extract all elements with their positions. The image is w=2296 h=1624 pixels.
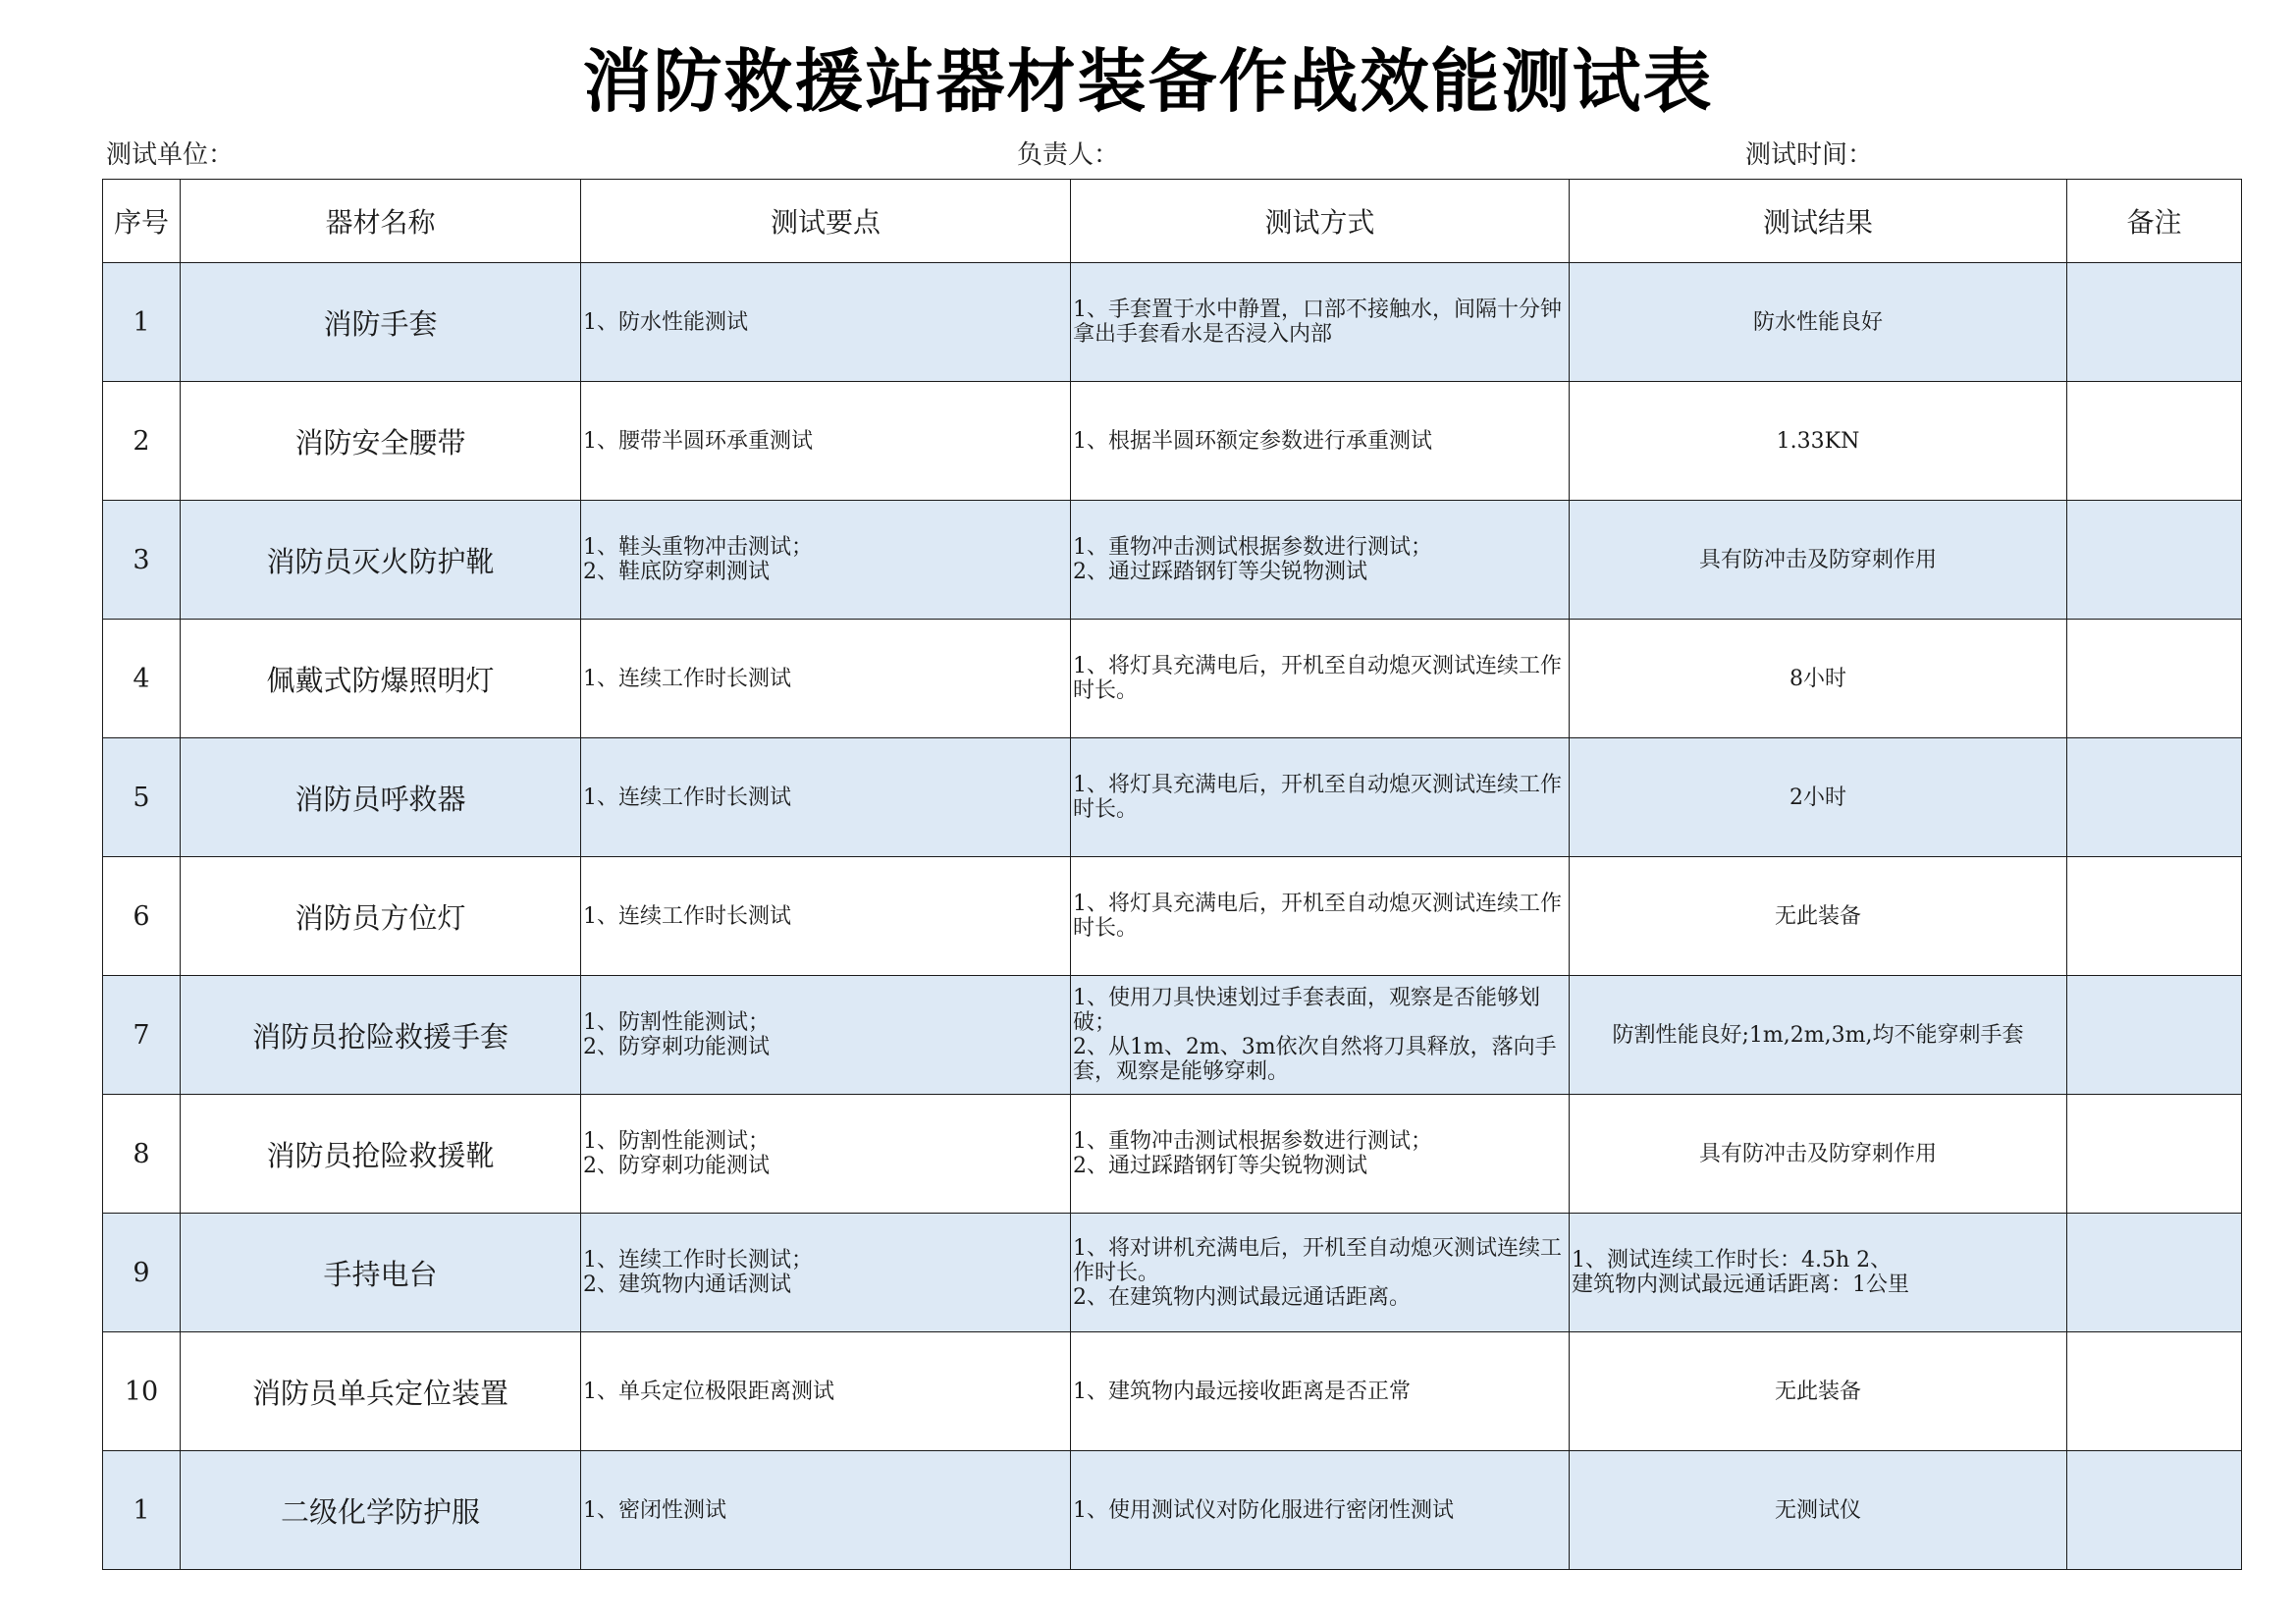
test-method-cell: 1、使用测试仪对防化服进行密闭性测试	[1071, 1451, 1570, 1570]
table-row	[103, 1451, 2242, 1570]
note-cell	[2067, 1214, 2242, 1332]
test-result-cell: 1.33KN	[1570, 382, 2067, 501]
test-points-cell: 1、腰带半圆环承重测试	[581, 382, 1071, 501]
test-method-cell: 1、重物冲击测试根据参数进行测试； 2、通过踩踏钢钉等尖锐物测试	[1071, 501, 1570, 620]
test-method-cell: 1、将灯具充满电后，开机至自动熄灭测试连续工作时长。	[1071, 738, 1570, 857]
equipment-name-cell: 二级化学防护服	[181, 1451, 581, 1570]
page-title: 消防救援站器材装备作战效能测试表	[582, 41, 1714, 122]
test-result-cell: 无测试仪	[1570, 1451, 2067, 1570]
equipment-name-cell: 消防员方位灯	[181, 857, 581, 976]
equipment-name-cell: 消防员抢险救援靴	[181, 1095, 581, 1214]
test-points-cell: 1、连续工作时长测试； 2、建筑物内通话测试	[581, 1214, 1071, 1332]
table-row	[103, 620, 2242, 738]
row-index-cell: 8	[103, 1095, 181, 1214]
test-points-cell: 1、防水性能测试	[581, 263, 1071, 382]
column-header-method: 测试方式	[1071, 180, 1570, 263]
test-points-cell: 1、连续工作时长测试	[581, 738, 1071, 857]
equipment-name-cell: 消防员抢险救援手套	[181, 976, 581, 1095]
note-cell	[2067, 1095, 2242, 1214]
equipment-name-cell: 手持电台	[181, 1214, 581, 1332]
test-points-cell: 1、单兵定位极限距离测试	[581, 1332, 1071, 1451]
note-cell	[2067, 263, 2242, 382]
row-index-cell: 7	[103, 976, 181, 1095]
equipment-name-cell: 消防员单兵定位装置	[181, 1332, 581, 1451]
equipment-name-cell: 消防员呼救器	[181, 738, 581, 857]
test-points-cell: 1、鞋头重物冲击测试； 2、鞋底防穿刺测试	[581, 501, 1071, 620]
test-result-cell: 8小时	[1570, 620, 2067, 738]
column-header-note: 备注	[2067, 180, 2242, 263]
table-row	[103, 1214, 2242, 1332]
row-index-cell: 4	[103, 620, 181, 738]
test-method-cell: 1、将灯具充满电后，开机至自动熄灭测试连续工作时长。	[1071, 620, 1570, 738]
row-index-cell: 2	[103, 382, 181, 501]
equipment-name-cell: 消防员灭火防护靴	[181, 501, 581, 620]
test-result-cell: 防水性能良好	[1570, 263, 2067, 382]
test-table	[102, 179, 2242, 1570]
column-header-name: 器材名称	[181, 180, 581, 263]
note-cell	[2067, 1332, 2242, 1451]
equipment-name-cell: 佩戴式防爆照明灯	[181, 620, 581, 738]
test-method-cell: 1、建筑物内最远接收距离是否正常	[1071, 1332, 1570, 1451]
test-method-cell: 1、重物冲击测试根据参数进行测试； 2、通过踩踏钢钉等尖锐物测试	[1071, 1095, 1570, 1214]
test-result-cell: 1、测试连续工作时长：4.5h 2、 建筑物内测试最远通话距离：1公里	[1570, 1214, 2067, 1332]
column-header-points: 测试要点	[581, 180, 1071, 263]
test-result-cell: 防割性能良好;1m,2m,3m,均不能穿刺手套	[1570, 976, 2067, 1095]
test-time-label: 测试时间：	[1745, 140, 1874, 170]
row-index-cell: 10	[103, 1332, 181, 1451]
test-result-cell: 2小时	[1570, 738, 2067, 857]
test-points-cell: 1、连续工作时长测试	[581, 857, 1071, 976]
note-cell	[2067, 620, 2242, 738]
row-index-cell: 6	[103, 857, 181, 976]
test-points-cell: 1、连续工作时长测试	[581, 620, 1071, 738]
note-cell	[2067, 857, 2242, 976]
test-method-cell: 1、手套置于水中静置，口部不接触水，间隔十分钟拿出手套看水是否浸入内部	[1071, 263, 1570, 382]
responsible-person-label: 负责人：	[1017, 140, 1120, 170]
equipment-name-cell: 消防安全腰带	[181, 382, 581, 501]
header-row	[103, 180, 2242, 263]
test-unit-label: 测试单位：	[106, 140, 235, 170]
equipment-name-cell: 消防手套	[181, 263, 581, 382]
table-row	[103, 857, 2242, 976]
test-points-cell: 1、密闭性测试	[581, 1451, 1071, 1570]
row-index-cell: 1	[103, 263, 181, 382]
table-body	[103, 180, 2242, 1570]
test-points-cell: 1、防割性能测试； 2、防穿刺功能测试	[581, 1095, 1071, 1214]
table-row	[103, 738, 2242, 857]
test-method-cell: 1、将对讲机充满电后，开机至自动熄灭测试连续工作时长。 2、在建筑物内测试最远通话距离。	[1071, 1214, 1570, 1332]
note-cell	[2067, 738, 2242, 857]
test-points-cell: 1、防割性能测试； 2、防穿刺功能测试	[581, 976, 1071, 1095]
row-index-cell: 1	[103, 1451, 181, 1570]
row-index-cell: 5	[103, 738, 181, 857]
note-cell	[2067, 382, 2242, 501]
note-cell	[2067, 976, 2242, 1095]
table-row	[103, 263, 2242, 382]
test-method-cell: 1、根据半圆环额定参数进行承重测试	[1071, 382, 1570, 501]
table-row	[103, 501, 2242, 620]
test-method-cell: 1、使用刀具快速划过手套表面，观察是否能够划破； 2、从1m、2m、3m依次自然将刀具释放，落向手套，观察是能够穿刺。	[1071, 976, 1570, 1095]
note-cell	[2067, 1451, 2242, 1570]
test-result-cell: 无此装备	[1570, 857, 2067, 976]
column-header-result: 测试结果	[1570, 180, 2067, 263]
table-row	[103, 976, 2242, 1095]
note-cell	[2067, 501, 2242, 620]
row-index-cell: 9	[103, 1214, 181, 1332]
test-result-cell: 具有防冲击及防穿刺作用	[1570, 1095, 2067, 1214]
test-result-cell: 具有防冲击及防穿刺作用	[1570, 501, 2067, 620]
row-index-cell: 3	[103, 501, 181, 620]
table-row	[103, 1332, 2242, 1451]
column-header-index: 序号	[103, 180, 181, 263]
test-method-cell: 1、将灯具充满电后，开机至自动熄灭测试连续工作时长。	[1071, 857, 1570, 976]
table-row	[103, 382, 2242, 501]
table-row	[103, 1095, 2242, 1214]
test-result-cell: 无此装备	[1570, 1332, 2067, 1451]
